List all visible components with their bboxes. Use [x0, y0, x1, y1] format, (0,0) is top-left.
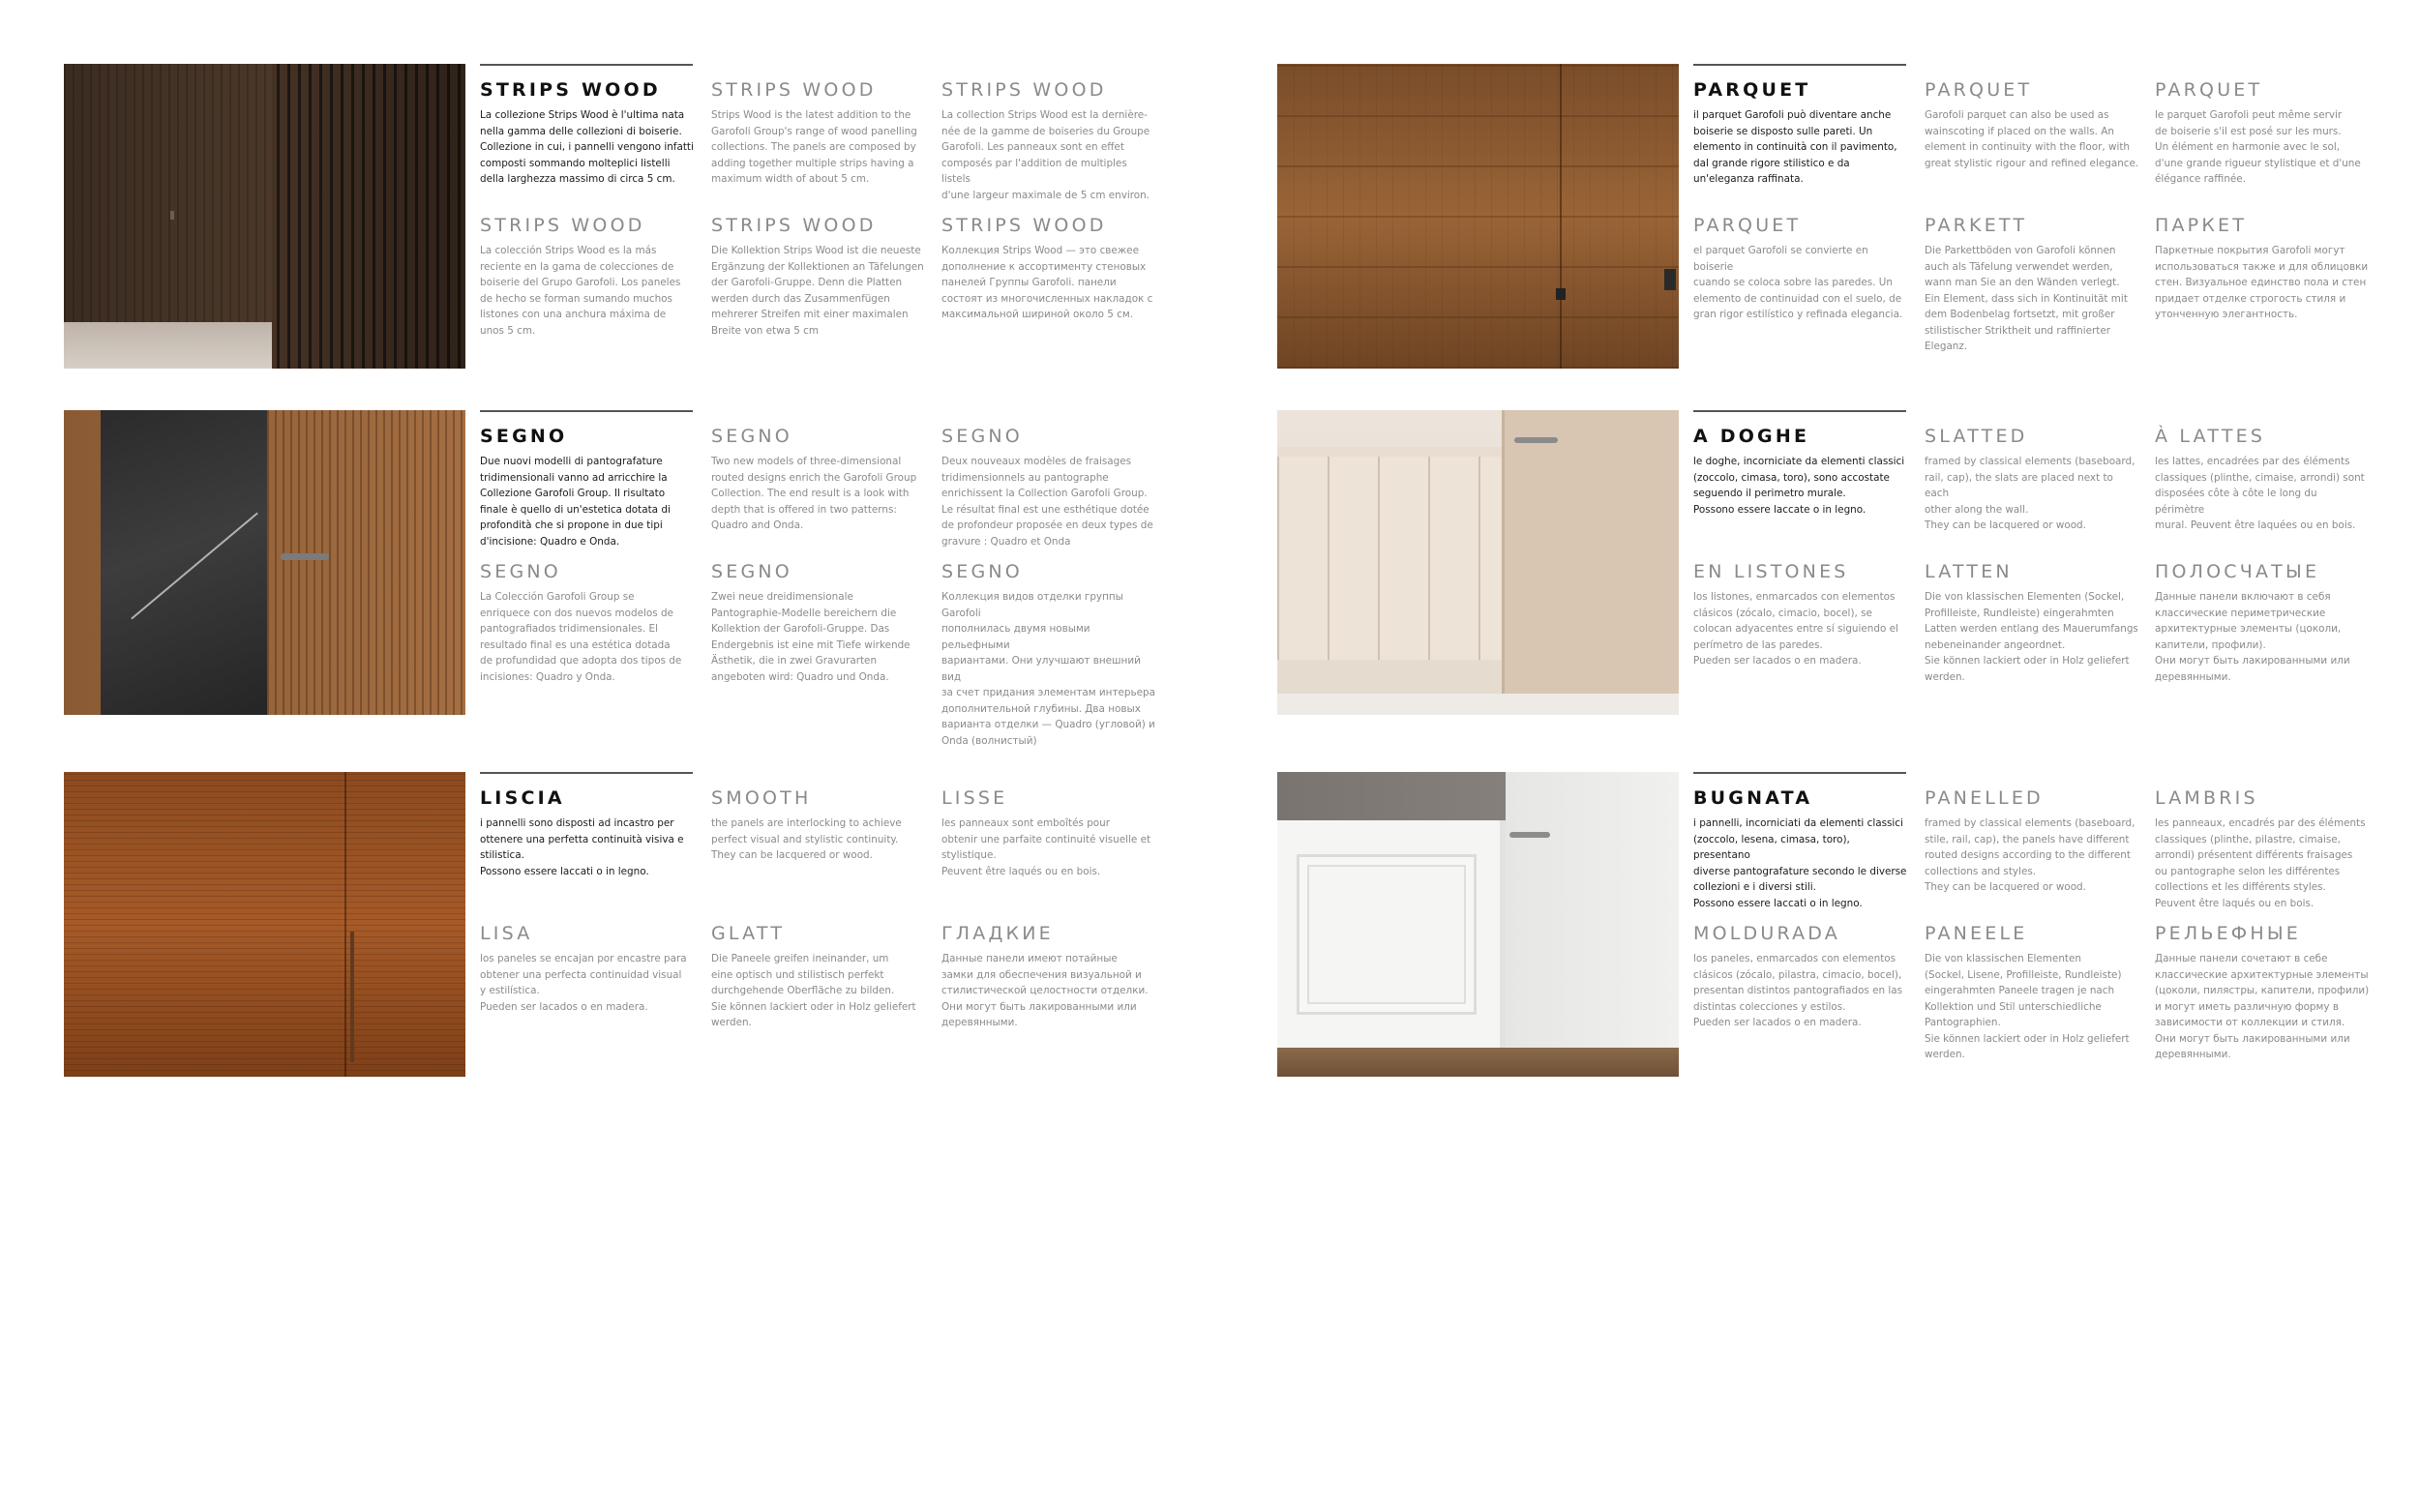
- lang-section-en: [711, 79, 926, 215]
- section-text-ru: Данные панели включают в себя классические периметрические архитектурные элементы (цоколи, капители, профили). Они могут быть лакированными или деревянными.: [2155, 591, 2350, 683]
- section-text-es: La colección Strips Wood es la más reciente en la gama de colecciones de boiserie del Grupo Garofoli. Los paneles de hecho se forman sumando muchos listones con una anchura máxima de unos 5 cm.: [480, 245, 681, 337]
- lang-section-it: [1693, 426, 1908, 561]
- section-title-it: STRIPS WOOD: [480, 79, 661, 101]
- lang-section-es: [480, 561, 695, 697]
- section-title-de: LATTEN: [1925, 561, 2013, 582]
- lang-section-fr: [941, 787, 1156, 923]
- lang-section-ru: [2155, 561, 2370, 697]
- text-column-3: [941, 426, 1156, 747]
- text-column-2: [1925, 79, 2139, 350]
- section-title-de: PANEELE: [1925, 923, 2028, 944]
- section-text-es: los listones, enmarcados con elementos clásicos (zócalo, cimacio, bocel), se colocan adyacentes entre sí siguiendo el perímetro de las paredes. Pueden ser lacados o en madera.: [1693, 591, 1898, 667]
- section-text-es: los paneles se encajan por encastre para obtener una perfecta continuidad visual y estilística. Pueden ser lacados o en madera.: [480, 953, 687, 1013]
- section-title-es: STRIPS WOOD: [480, 215, 645, 236]
- section-title-it: A DOGHE: [1693, 426, 1810, 447]
- text-column-2: [711, 787, 926, 1058]
- text-column-2: [1925, 787, 2139, 1058]
- section-title-ru: ПОЛОСЧАТЫЕ: [2155, 561, 2320, 582]
- text-column-3: [2155, 79, 2370, 350]
- section-title-fr: PARQUET: [2155, 79, 2263, 101]
- lang-section-it: [1693, 787, 1908, 923]
- product-block-bugnata: [1277, 772, 2419, 1077]
- lang-section-de: [711, 215, 926, 350]
- lang-section-es: [1693, 561, 1908, 697]
- section-title-fr: LAMBRIS: [2155, 787, 2258, 809]
- section-text-fr: les lattes, encadrées par des éléments classiques (plinthe, cimaise, arrondi) sont disposées côte à côte le long du périmètre mural. Peuvent être laquées ou en bois.: [2155, 456, 2365, 531]
- product-block-parquet: [1277, 64, 2419, 369]
- text-column-3: [2155, 787, 2370, 1058]
- text-column-1: [1693, 426, 1908, 697]
- section-title-en: SEGNO: [711, 426, 792, 447]
- section-title-it: LISCIA: [480, 787, 565, 809]
- section-title-en: SLATTED: [1925, 426, 2028, 447]
- text-column-3: [2155, 426, 2370, 697]
- section-text-es: el parquet Garofoli se convierte en boiserie cuando se coloca sobre las paredes. Un elemento de continuidad con el suelo, de gran rigor estilístico y refinada elegancia.: [1693, 245, 1903, 320]
- lang-section-es: [1693, 923, 1908, 1058]
- section-text-it: il parquet Garofoli può diventare anche boiserie se disposto sulle pareti. Un elemento in continuità con il pavimento, dal grande rigore stilistico e da un'eleganza raffinata.: [1693, 109, 1897, 185]
- section-title-ru: STRIPS WOOD: [941, 215, 1107, 236]
- section-text-de: Die von klassischen Elementen (Sockel, Lisene, Profilleiste, Rundleiste) eingerahmten Paneele tragen je nach Kollektion und Stil unterschiedliche Pantographien. Sie können lackiert oder in Holz geliefert werden.: [1925, 953, 2130, 1060]
- section-text-en: Strips Wood is the latest addition to the Garofoli Group's range of wood panelling collections. The panels are composed by adding together multiple strips having a maximum width of about 5 cm.: [711, 109, 917, 185]
- section-text-it: Due nuovi modelli di pantografature tridimensionali vanno ad arricchire la Collezione Garofoli Group. Il risultato finale è quello di un'estetica dotata di profondità che si propone in due tipi d'incisione: Quadro e Onda.: [480, 456, 671, 548]
- bugnata-photo: [1277, 772, 1679, 1077]
- lang-section-de: [1925, 215, 2139, 350]
- liscia-photo: [64, 772, 465, 1077]
- product-block-strips-wood: [64, 64, 1215, 369]
- lang-section-fr: [2155, 426, 2370, 561]
- section-title-en: STRIPS WOOD: [711, 79, 877, 101]
- section-title-it: SEGNO: [480, 426, 568, 447]
- section-text-ru: Паркетные покрытия Garofoli могут использоваться также и для облицовки стен. Визуальное единство пола и стен придает отделке строгость стиля и утонченную элегантность.: [2155, 245, 2369, 320]
- section-text-de: Die von klassischen Elementen (Sockel, Profilleiste, Rundleiste) eingerahmten Latten werden entlang des Mauerumfangs nebeneinander angeordnet. Sie können lackiert oder in Holz geliefert werden.: [1925, 591, 2138, 683]
- text-column-1: [480, 79, 695, 350]
- text-column-3: [941, 787, 1156, 1058]
- title-divider: [1693, 64, 1906, 66]
- lang-section-es: [480, 215, 695, 350]
- section-title-en: PARQUET: [1925, 79, 2033, 101]
- section-title-ru: ПАРКЕТ: [2155, 215, 2248, 236]
- text-column-2: [711, 426, 926, 697]
- section-title-fr: SEGNO: [941, 426, 1023, 447]
- section-title-en: SMOOTH: [711, 787, 812, 809]
- lang-section-fr: [941, 426, 1156, 561]
- section-text-ru: Коллекция видов отделки группы Garofoli пополнилась двумя новыми рельефными вариантами. Они улучшают внешний вид за счет придания элементам интерьера дополнительной глубины. Два новых варианта отделки — Quadro (угловой) и Onda (волнистый): [941, 591, 1155, 747]
- text-column-1: [1693, 787, 1908, 1058]
- product-block-a-doghe: [1277, 410, 2419, 715]
- section-text-ru: Данные панели сочетают в себе классические архитектурные элементы (цоколи, пилястры, капители, профили) и могут иметь различную форму в зависимости от коллекции и стиля. Они могут быть лакированными или деревянными.: [2155, 953, 2370, 1060]
- lang-section-it: [1693, 79, 1908, 215]
- section-text-ru: Данные панели имеют потайные замки для обеспечения визуальной и стилистической целостности отделки. Они могут быть лакированными или деревянными.: [941, 953, 1149, 1028]
- section-title-es: MOLDURADA: [1693, 923, 1840, 944]
- section-text-fr: les panneaux, encadrés par des éléments classiques (plinthe, pilastre, cimaise, arrondi) présentent différents fraisages ou pantographe selon les différentes collections et les différents styles. Peuvent être laqués ou en bois.: [2155, 817, 2366, 909]
- section-text-fr: les panneaux sont emboîtés pour obtenir une parfaite continuité visuelle et stylistique. Peuvent être laqués ou en bois.: [941, 817, 1151, 877]
- lang-section-de: [711, 923, 926, 1058]
- section-text-it: i pannelli sono disposti ad incastro per ottenere una perfetta continuità visiva e stilistica. Possono essere laccati o in legno.: [480, 817, 684, 877]
- product-block-liscia: [64, 772, 1215, 1077]
- lang-section-en: [711, 787, 926, 923]
- lang-section-en: [1925, 426, 2139, 561]
- title-divider: [480, 772, 693, 774]
- lang-section-en: [711, 426, 926, 561]
- section-title-es: EN LISTONES: [1693, 561, 1849, 582]
- section-title-ru: SEGNO: [941, 561, 1023, 582]
- lang-section-ru: [2155, 923, 2370, 1058]
- text-column-1: [1693, 79, 1908, 350]
- text-column-2: [711, 79, 926, 350]
- strips-wood-photo: [64, 64, 465, 369]
- section-text-de: Zwei neue dreidimensionale Pantographie-Modelle bereichern die Kollektion der Garofoli-Gruppe. Das Endergebnis ist eine mit Tiefe wirkende Ästhetik, die in zwei Gravurarten angeboten wird: Quadro und Onda.: [711, 591, 911, 683]
- section-text-it: La collezione Strips Wood è l'ultima nata nella gamma delle collezioni di boiserie. Collezione in cui, i pannelli vengono infatti composti sommando molteplici listelli della larghezza massimo di circa 5 cm.: [480, 109, 694, 185]
- lang-section-ru: [941, 215, 1156, 350]
- section-text-en: the panels are interlocking to achieve perfect visual and stylistic continuity. They can be lacquered or wood.: [711, 817, 902, 861]
- section-title-ru: ГЛАДКИЕ: [941, 923, 1054, 944]
- section-title-es: SEGNO: [480, 561, 561, 582]
- lang-section-de: [1925, 923, 2139, 1058]
- title-divider: [1693, 772, 1906, 774]
- lang-section-fr: [2155, 79, 2370, 215]
- section-title-en: PANELLED: [1925, 787, 2044, 809]
- section-text-fr: le parquet Garofoli peut même servir de boiserie s'il est posé sur les murs. Un élément en harmonie avec le sol, d'une grande rigueur stylistique et d'une élégance raffinée.: [2155, 109, 2361, 185]
- section-title-fr: STRIPS WOOD: [941, 79, 1107, 101]
- section-text-it: i pannelli, incorniciati da elementi classici (zoccolo, lesena, cimasa, toro), presentano diverse pantografature secondo le diverse collezioni e i diversi stili. Possono essere laccati o in legno.: [1693, 817, 1907, 909]
- a-doghe-photo: [1277, 410, 1679, 715]
- section-text-fr: Deux nouveaux modèles de fraisages tridimensionnels au pantographe enrichissent la Collection Garofoli Group. Le résultat final est une esthétique dotée de profondeur proposée en deux types de gravure : Quadro et Onda: [941, 456, 1153, 548]
- text-column-2: [1925, 426, 2139, 697]
- section-text-de: Die Parkettböden von Garofoli können auch als Täfelung verwendet werden, wann man Sie an den Wänden verlegt. Ein Element, dass sich in Kontinuität mit dem Bodenbelag fortsetzt, mit großer stilistischer Striktheit und raffinierter Eleganz.: [1925, 245, 2128, 352]
- parquet-photo: [1277, 64, 1679, 369]
- lang-section-en: [1925, 787, 2139, 923]
- lang-section-fr: [941, 79, 1156, 215]
- text-column-3: [941, 79, 1156, 350]
- section-title-it: BUGNATA: [1693, 787, 1813, 809]
- section-title-es: LISA: [480, 923, 533, 944]
- section-text-de: Die Paneele greifen ineinander, um eine optisch und stilistisch perfekt durchgehende Oberfläche zu bilden. Sie können lackiert oder in Holz geliefert werden.: [711, 953, 916, 1028]
- text-column-1: [480, 787, 695, 1058]
- section-text-en: Two new models of three-dimensional routed designs enrich the Garofoli Group Collection. The end result is a look with depth that is offered in two patterns: Quadro and Onda.: [711, 456, 917, 531]
- lang-section-fr: [2155, 787, 2370, 923]
- section-text-de: Die Kollektion Strips Wood ist die neueste Ergänzung der Kollektionen an Täfelungen der Garofoli-Gruppe. Denn die Platten werden durch das Zusammenfügen mehrerer Streifen mit einer maximalen Breite von etwa 5 cm: [711, 245, 924, 337]
- section-text-es: los paneles, enmarcados con elementos clásicos (zócalo, pilastra, cimacio, bocel), presentan distintos pantografiados en las distintas colecciones y estilos. Pueden ser lacados o en madera.: [1693, 953, 1903, 1028]
- lang-section-it: [480, 426, 695, 561]
- section-title-de: STRIPS WOOD: [711, 215, 877, 236]
- lang-section-it: [480, 79, 695, 215]
- lang-section-ru: [941, 561, 1156, 747]
- lang-section-es: [1693, 215, 1908, 350]
- section-text-en: framed by classical elements (baseboard, rail, cap), the slats are placed next to each other along the wall. They can be lacquered or wood.: [1925, 456, 2135, 531]
- section-text-fr: La collection Strips Wood est la dernière- née de la gamme de boiseries du Groupe Garofoli. Les panneaux sont en effet composés par l'addition de multiples listels d'une largeur maximale de 5 cm environ.: [941, 109, 1150, 201]
- section-title-de: PARKETT: [1925, 215, 2028, 236]
- segno-photo: [64, 410, 465, 715]
- section-title-es: PARQUET: [1693, 215, 1802, 236]
- lang-section-de: [711, 561, 926, 697]
- title-divider: [1693, 410, 1906, 412]
- section-title-it: PARQUET: [1693, 79, 1811, 101]
- section-title-de: GLATT: [711, 923, 786, 944]
- lang-section-ru: [2155, 215, 2370, 350]
- product-block-segno: [64, 410, 1215, 747]
- lang-section-it: [480, 787, 695, 923]
- section-text-it: le doghe, incorniciate da elementi classici (zoccolo, cimasa, toro), sono accostate seguendo il perimetro murale. Possono essere laccate o in legno.: [1693, 456, 1905, 516]
- title-divider: [480, 410, 693, 412]
- section-text-en: framed by classical elements (baseboard, stile, rail, cap), the panels have different routed designs according to the different collections and styles. They can be lacquered or wood.: [1925, 817, 2135, 893]
- title-divider: [480, 64, 693, 66]
- section-text-es: La Colección Garofoli Group se enriquece con dos nuevos modelos de pantografiados tridimensionales. El resultado final es una estética dotada de profundidad que adopta dos tipos de incisiones: Quadro y Onda.: [480, 591, 682, 683]
- lang-section-en: [1925, 79, 2139, 215]
- text-column-1: [480, 426, 695, 697]
- lang-section-es: [480, 923, 695, 1058]
- lang-section-de: [1925, 561, 2139, 697]
- lang-section-ru: [941, 923, 1156, 1058]
- section-text-en: Garofoli parquet can also be used as wainscoting if placed on the walls. An element in continuity with the floor, with great stylistic rigour and refined elegance.: [1925, 109, 2139, 169]
- section-title-fr: LISSE: [941, 787, 1008, 809]
- section-title-de: SEGNO: [711, 561, 792, 582]
- section-title-fr: À LATTES: [2155, 426, 2266, 447]
- section-text-ru: Коллекция Strips Wood — это свежее дополнение к ассортименту стеновых панелей Группы Garofoli. панели состоят из многочисленных накладок с максимальной шириной около 5 см.: [941, 245, 1153, 320]
- section-title-ru: РЕЛЬЕФНЫЕ: [2155, 923, 2302, 944]
